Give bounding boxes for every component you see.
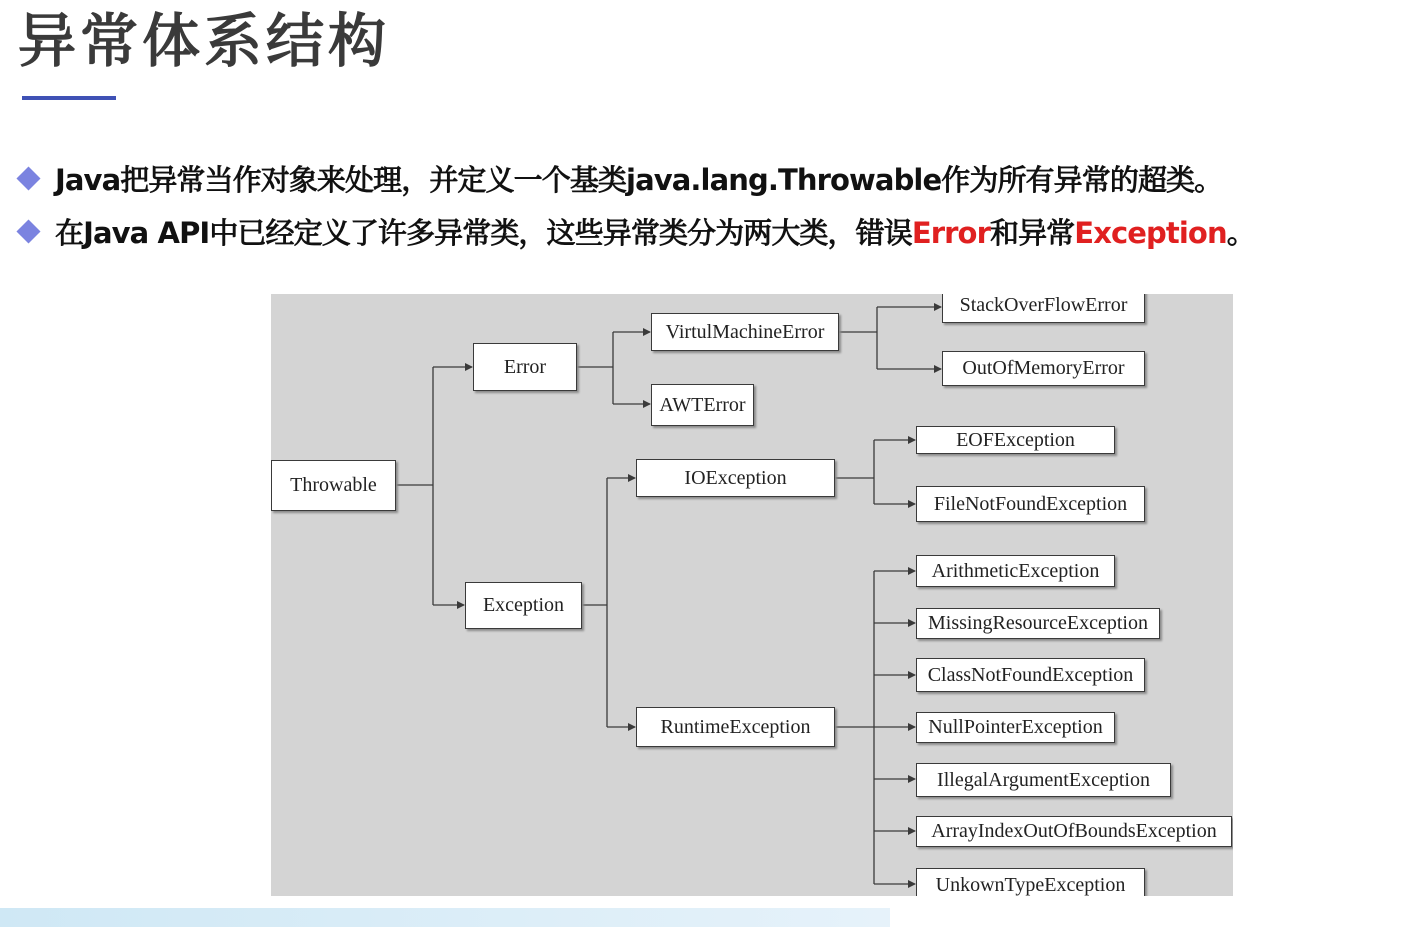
node-illegal-argument-exception: IllegalArgumentException xyxy=(916,763,1171,797)
node-stack-overflow-error: StackOverFlowError xyxy=(942,294,1145,323)
node-virtual-machine-error: VirtulMachineError xyxy=(651,313,839,351)
node-exception: Exception xyxy=(465,582,582,629)
node-class-not-found-exception: ClassNotFoundException xyxy=(916,658,1145,692)
bullet-text: Java把异常当作对象来处理，并定义一个基类java.lang.Throwable作为所有异常的超类。 xyxy=(55,162,1223,197)
bullet-text-end: 。 xyxy=(1226,215,1255,250)
title-underline xyxy=(22,96,116,100)
diamond-bullet-icon xyxy=(16,166,40,190)
node-awt-error: AWTError xyxy=(651,384,754,426)
page-title: 异常体系结构 xyxy=(18,7,391,75)
diamond-bullet-icon xyxy=(16,219,40,243)
node-out-of-memory-error: OutOfMemoryError xyxy=(942,351,1145,386)
node-io-exception: IOException xyxy=(636,459,835,497)
node-unknown-type-exception: UnkownTypeException xyxy=(916,868,1145,896)
bottom-decoration xyxy=(0,908,890,927)
bullet-item-2 xyxy=(16,211,1255,251)
node-missing-resource-exception: MissingResourceException xyxy=(916,608,1160,639)
highlight-exception: Exception xyxy=(1074,215,1227,250)
highlight-error: Error xyxy=(911,215,990,250)
bullet-text xyxy=(55,211,1255,252)
node-eof-exception: EOFException xyxy=(916,426,1115,454)
exception-hierarchy-diagram xyxy=(271,294,1233,896)
node-runtime-exception: RuntimeException xyxy=(636,707,835,747)
bullet-text-pre: 在Java API中已经定义了许多异常类，这些异常类分为两大类，错误 xyxy=(55,215,912,250)
node-array-index-out-of-bounds-exception: ArrayIndexOutOfBoundsException xyxy=(916,816,1232,847)
node-file-not-found-exception: FileNotFoundException xyxy=(916,486,1145,522)
node-error: Error xyxy=(473,343,577,391)
node-null-pointer-exception: NullPointerException xyxy=(916,712,1115,743)
bullet-text-mid: 和异常 xyxy=(989,215,1075,250)
node-throwable: Throwable xyxy=(271,460,396,511)
node-arithmetic-exception: ArithmeticException xyxy=(916,555,1115,587)
bullet-item-1 xyxy=(16,158,1222,198)
